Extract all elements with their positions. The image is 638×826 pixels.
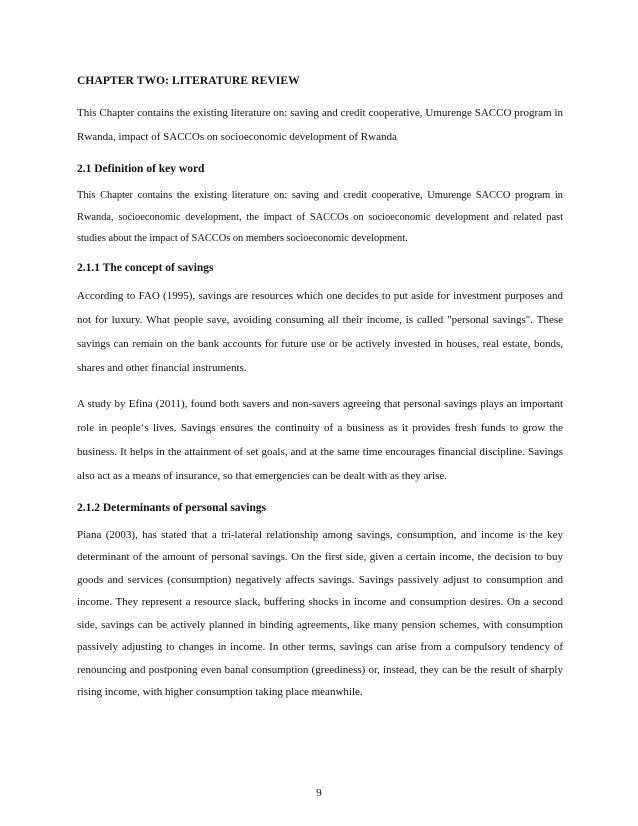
- chapter-heading: CHAPTER TWO: LITERATURE REVIEW: [77, 75, 300, 87]
- concept-of-savings-paragraph-2: A study by Efina (2011), found both savers and non-savers agreeing that personal savings plays an important role in people‘s lives. Savings ensures the continuity of a business as it provides fresh funds to grow the business. It helps in the attainment of set goals, and at the same time encourages financial discipline. Savings also act as a means of insurance, so that emergencies can be dealt with as they arise.: [77, 397, 563, 482]
- page-number: 9: [316, 787, 322, 799]
- section-2-1-2-heading: 2.1.2 Determinants of personal savings: [77, 501, 267, 514]
- section-2-1-heading: 2.1 Definition of key word: [77, 163, 205, 175]
- section-2-1-1-heading: 2.1.1 The concept of savings: [77, 261, 214, 274]
- concept-of-savings-paragraph-1: According to FAO (1995), savings are resources which one decides to put aside for investment purposes and not for luxury. What people save, avoiding consuming all their income, is called "personal savings". These savings can remain on the bank accounts for future use or be actively invested in houses, real estate, bonds, shares and other financial instruments.: [77, 289, 563, 374]
- intro-paragraph: This Chapter contains the existing literature on: saving and credit cooperative, Umurenge SACCO program in Rwanda, impact of SACCOs on socioeconomic development of Rwanda: [77, 107, 563, 143]
- page-content: [77, 73, 563, 716]
- section-2-1-paragraph: This Chapter contains the existing literature on: saving and credit cooperative, Umurenge SACCO program in Rwanda, socioeconomic development, the impact of SACCOs on socioeconomic development and related past studies about the impact of SACCOs on members socioeconomic development.: [77, 190, 563, 244]
- determinants-paragraph: Piana (2003), has stated that a tri-lateral relationship among savings, consumption, and income is the key determinant of the amount of personal savings. On the first side, given a certain income, the decision to buy goods and services (consumption) negatively affects savings. Savings passively adjust to consumption and income. They represent a resource slack, buffering shocks in income and consumption desires. On a second side, savings can be actively planned in binding agreements, like many pension schemes, with consumption passively adjusting to changes in income. In other terms, savings can arise from a compulsory tendency of renouncing and postponing even banal consumption (greediness) or, instead, they can be the result of sharply rising income, with higher consumption taking place meanwhile.: [77, 528, 563, 698]
